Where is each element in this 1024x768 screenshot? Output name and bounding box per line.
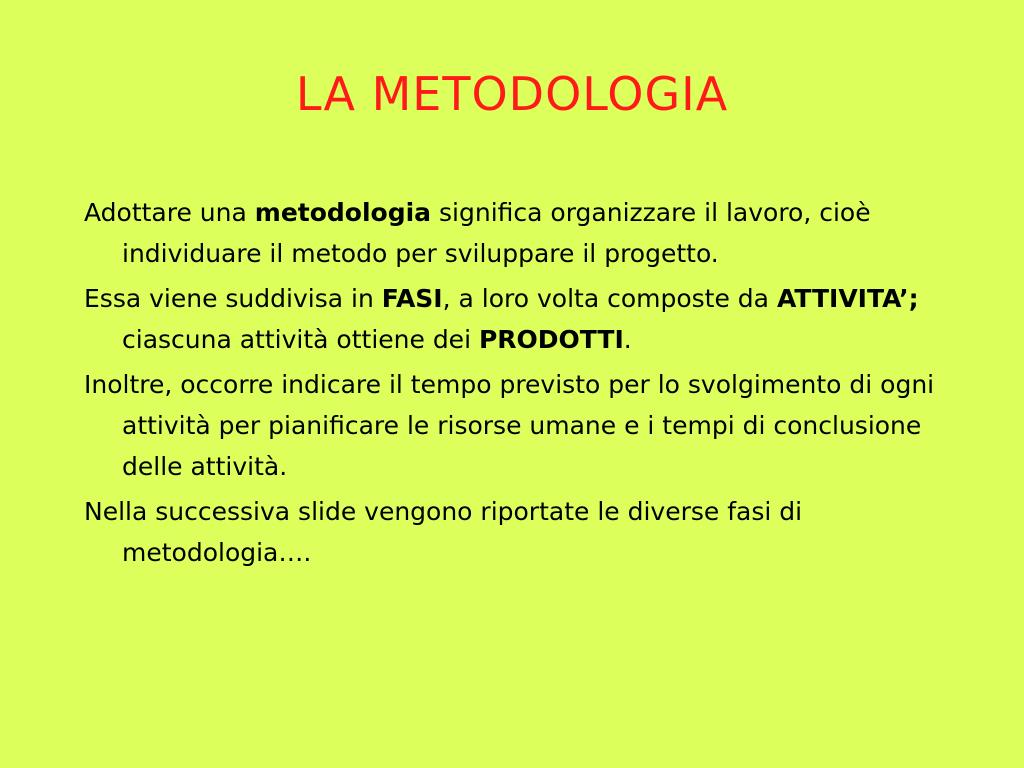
text-run: Adottare una xyxy=(84,198,255,227)
paragraph-methodology-definition xyxy=(84,192,964,274)
bold-term-attivita: ATTIVITA’; xyxy=(776,284,919,313)
bold-term-prodotti: PRODOTTI xyxy=(478,325,624,354)
bold-term-fasi: FASI xyxy=(381,284,443,313)
bold-term-metodologia: metodologia xyxy=(254,198,432,227)
text-run: , a loro volta composte da xyxy=(442,284,777,313)
text-run: significa organizzare il lavoro, cioè individuare il metodo per sviluppare il progetto. xyxy=(122,198,871,268)
text-run: Nella successiva slide vengono riportate le diverse fasi di metodologia…. xyxy=(84,497,803,567)
paragraph-phases xyxy=(84,278,964,360)
paragraph-next-slide xyxy=(84,491,964,573)
text-run: ciascuna attività ottiene dei xyxy=(122,325,479,354)
text-run: . xyxy=(623,325,632,354)
slide-body xyxy=(84,192,964,577)
text-run: Inoltre, occorre indicare il tempo previsto per lo svolgimento di ogni attività per pianificare le risorse umane e i tempi di conclusione delle attività. xyxy=(84,370,935,481)
text-run: Essa viene suddivisa in xyxy=(84,284,382,313)
paragraph-time-planning xyxy=(84,364,964,487)
slide-title: LA METODOLOGIA xyxy=(295,67,729,121)
